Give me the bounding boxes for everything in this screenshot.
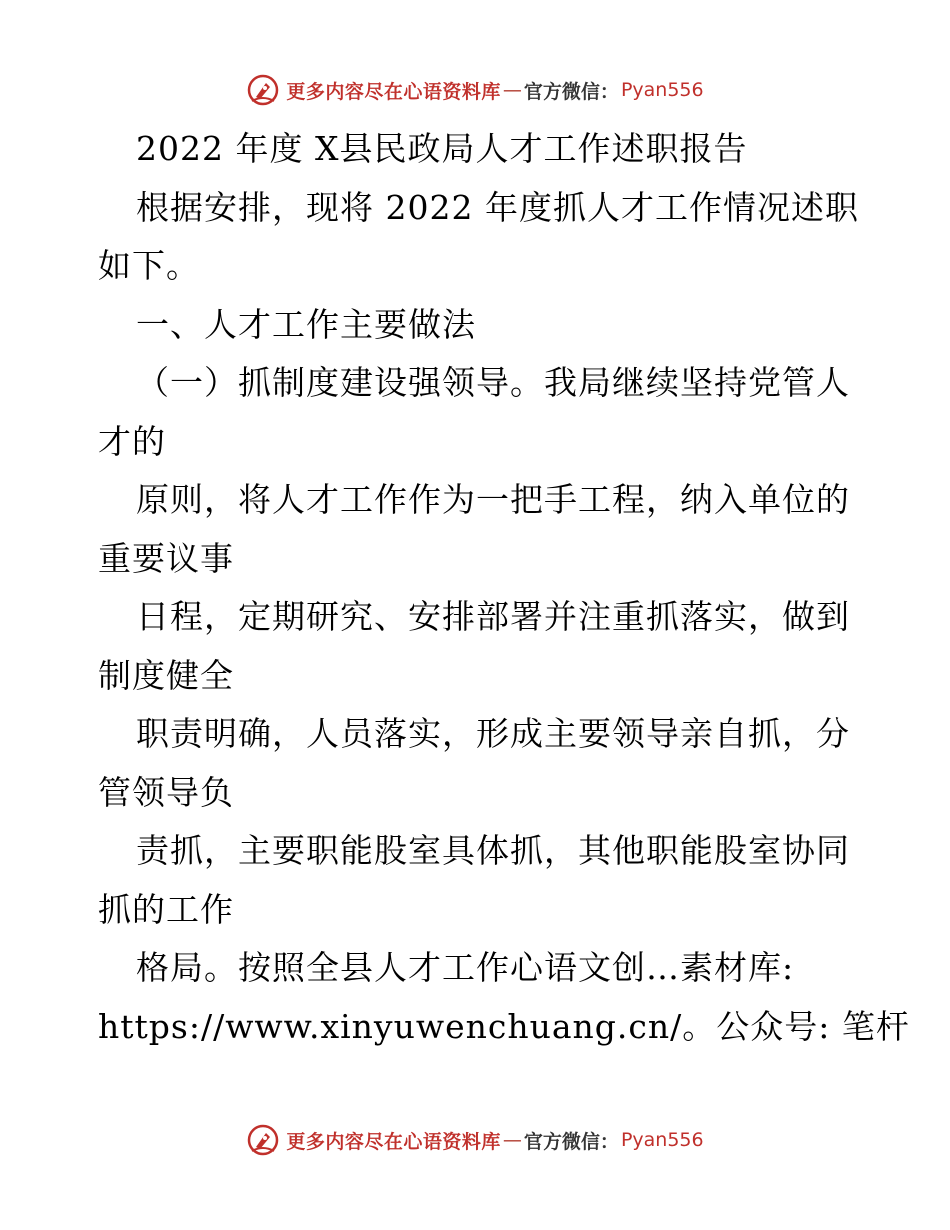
paragraph-line: 格局。按照全县人才工作心语文创…素材库: <box>136 948 795 987</box>
pen-nib-logo-icon <box>246 1123 280 1157</box>
paragraph-line: 根据安排，现将 2022 年度抓人才工作情况述职 <box>136 187 859 227</box>
paragraph-line: （一）抓制度建设强领导。我局继续坚持党管人 <box>136 363 850 402</box>
pen-nib-logo-icon <box>246 73 280 107</box>
watermark-wechat-id: Pyan556 <box>620 1129 704 1151</box>
paragraph-line: 日程，定期研究、安排部署并注重抓落实，做到 <box>136 597 850 636</box>
paragraph-line: 抓的工作 <box>98 889 234 929</box>
footer-watermark <box>0 1120 950 1160</box>
paragraph-line: 制度健全 <box>98 655 234 695</box>
header-watermark <box>0 70 950 110</box>
paragraph-line: 如下。 <box>98 246 200 285</box>
document-body <box>98 120 910 1056</box>
paragraph-line: 才的 <box>98 421 166 461</box>
paragraph-line: 责抓，主要职能股室具体抓，其他职能股室协同 <box>136 831 850 870</box>
watermark-text: 更多内容尽在心语资料库 <box>286 80 501 103</box>
watermark-text: 更多内容尽在心语资料库 <box>286 1130 501 1153</box>
url-line: https://www.xinyuwenchuang.cn/。公众号: 笔杆 <box>98 1006 910 1046</box>
watermark-wechat-label: 官方微信： <box>523 80 619 103</box>
paragraph-line: 重要议事 <box>98 538 234 578</box>
paragraph-line: 原则，将人才工作作为一把手工程，纳入单位的 <box>136 480 850 519</box>
paragraph-line: 管领导负 <box>98 772 234 812</box>
section-heading: 一、人才工作主要做法 <box>136 304 476 344</box>
watermark-separator: — <box>502 1129 522 1151</box>
watermark-wechat-id: Pyan556 <box>620 79 704 101</box>
watermark-separator: — <box>502 79 522 101</box>
document-title: 2022 年度 X县民政局人才工作述职报告 <box>136 129 748 168</box>
paragraph-line: 职责明确，人员落实，形成主要领导亲自抓，分 <box>136 714 850 753</box>
watermark-wechat-label: 官方微信： <box>523 1130 619 1153</box>
